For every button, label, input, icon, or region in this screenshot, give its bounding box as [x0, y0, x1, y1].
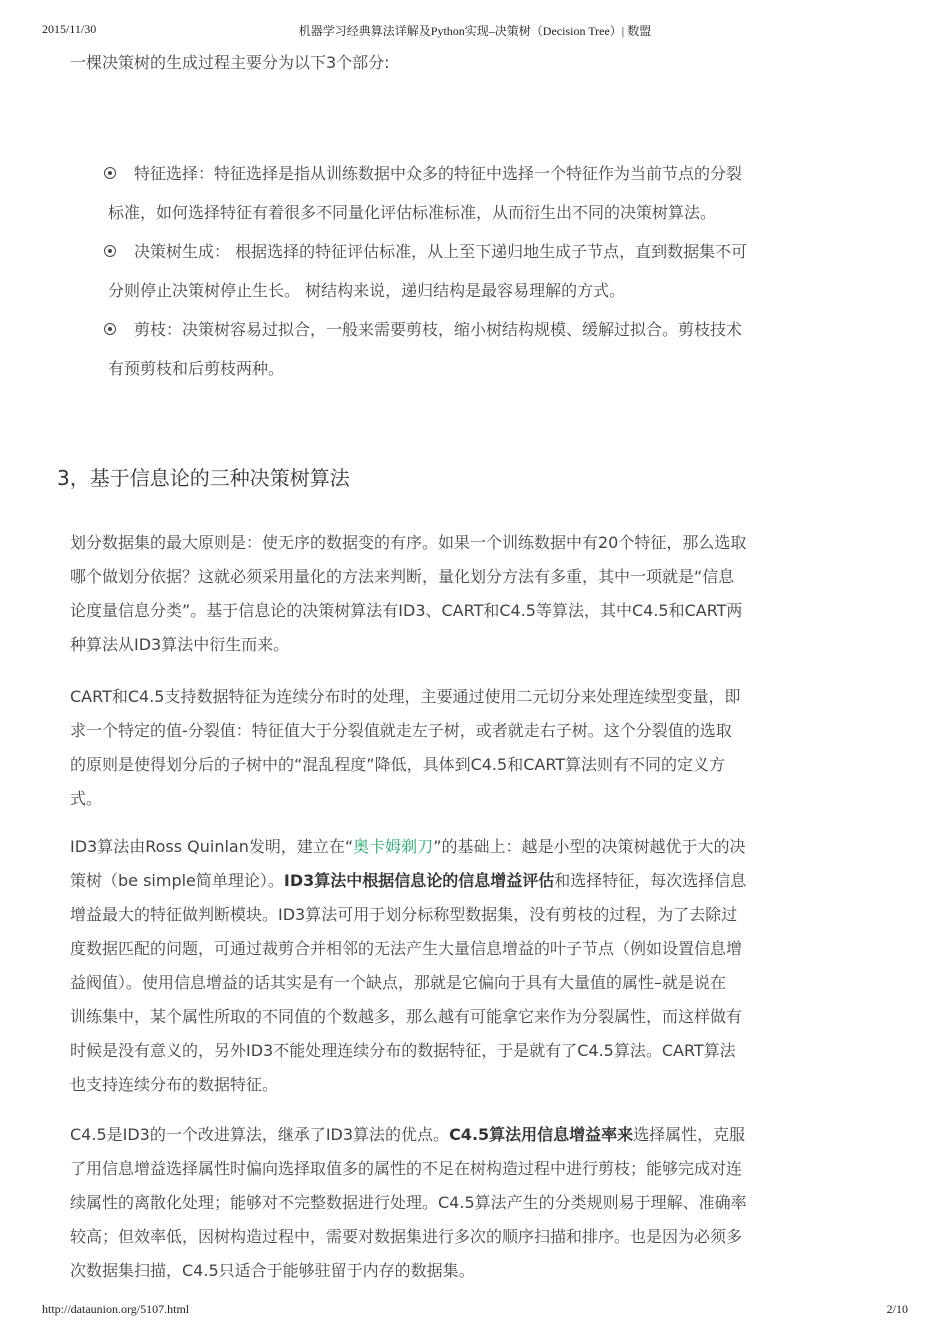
text-line: 的原则是使得划分后的子树中的“混乱程度”降低，具体到C4.5和CART算法则有不同的定义方	[70, 755, 726, 774]
bullet-line: 决策树生成： 根据选择的特征评估标准，从上至下递归地生成子节点，直到数据集不可	[134, 242, 748, 261]
intro-text: 一棵决策树的生成过程主要分为以下3个部分:	[70, 53, 390, 72]
circle-bullet-icon	[104, 245, 116, 257]
text-line: 度数据匹配的问题，可通过裁剪合并相邻的无法产生大量信息增益的叶子节点（例如设置信息增	[70, 939, 743, 958]
bold-text: C4.5算法用信息增益率来	[449, 1125, 634, 1144]
paragraph-1	[70, 526, 880, 662]
text-fragment: 策树（be simple简单理论）。	[70, 871, 284, 890]
bullet-line: 标准，如何选择特征有着很多不同量化评估标准标准，从而衍生出不同的决策树算法。	[108, 203, 717, 222]
text-line: 论度量信息分类”。基于信息论的决策树算法有ID3、CART和C4.5等算法，其中C4.5和CART两	[70, 601, 743, 620]
bullet-list	[108, 154, 878, 388]
text-line: 益阀值）。使用信息增益的话其实是有一个缺点，那就是它偏向于具有大量值的属性–就是说在	[70, 973, 727, 992]
bullet-line: 特征选择：特征选择是指从训练数据中众多的特征中选择一个特征作为当前节点的分裂	[134, 164, 743, 183]
bold-text: ID3算法中根据信息论的信息增益评估	[283, 871, 555, 890]
list-item	[108, 154, 878, 232]
bullet-line: 剪枝：决策树容易过拟合，一般来需要剪枝，缩小树结构规模、缓解过拟合。剪枝技术	[134, 320, 743, 339]
text-fragment: ”的基础上：越是小型的决策树越优于大的决	[433, 837, 746, 856]
text-line: CART和C4.5支持数据特征为连续分布时的处理，主要通过使用二元切分来处理连续型变量，即	[70, 687, 741, 706]
text-line: 也支持连续分布的数据特征。	[70, 1075, 279, 1094]
list-item	[108, 232, 878, 310]
text-line: 续属性的离散化处理；能够对不完整数据进行处理。C4.5算法产生的分类规则易于理解、准确率	[70, 1193, 747, 1212]
text-line: 了用信息增益选择属性时偏向选择取值多的属性的不足在树构造过程中进行剪枝；能够完成对连	[70, 1159, 743, 1178]
print-date: 2015/11/30	[42, 22, 97, 36]
section-heading: 3，基于信息论的三种决策树算法	[57, 466, 350, 490]
text-line: 划分数据集的最大原则是：使无序的数据变的有序。如果一个训练数据中有20个特征，那么选取	[70, 533, 747, 552]
page-number: 2/10	[886, 1302, 908, 1316]
circle-bullet-icon	[104, 323, 116, 335]
text-line: 时候是没有意义的，另外ID3不能处理连续分布的数据特征，于是就有了C4.5算法。CART算法	[70, 1041, 736, 1060]
text-line: 较高；但效率低，因树构造过程中，需要对数据集进行多次的顺序扫描和排序。也是因为必须多	[70, 1227, 743, 1246]
footer-url: http://dataunion.org/5107.html	[42, 1302, 190, 1316]
text-line: 训练集中，某个属性所取的不同值的个数越多，那么越有可能拿它来作为分裂属性，而这样做有	[70, 1007, 743, 1026]
circle-bullet-icon	[104, 167, 116, 179]
paragraph-4	[70, 1118, 880, 1288]
occams-razor-link[interactable]: 奥卡姆剃刀	[353, 837, 434, 856]
text-line: 式。	[70, 789, 103, 808]
text-fragment: 和选择特征，每次选择信息	[554, 871, 747, 890]
text-line: 增益最大的特征做判断模块。ID3算法可用于划分标称型数据集，没有剪枝的过程，为了去除过	[70, 905, 738, 924]
print-page-title: 机器学习经典算法详解及Python实现–决策树（Decision Tree）| 数盟	[298, 24, 652, 38]
bullet-line: 有预剪枝和后剪枝两种。	[108, 359, 285, 378]
list-item	[108, 310, 878, 388]
text-fragment: ID3算法由Ross Quinlan发明，建立在“	[70, 837, 354, 856]
text-fragment: C4.5是ID3的一个改进算法，继承了ID3算法的优点。	[70, 1125, 450, 1144]
text-line: 次数据集扫描，C4.5只适合于能够驻留于内存的数据集。	[70, 1261, 475, 1280]
text-fragment: 选择属性，克服	[633, 1125, 746, 1144]
bullet-line: 分则停止决策树停止生长。 树结构来说，递归结构是最容易理解的方式。	[108, 281, 626, 300]
paragraph-2	[70, 680, 880, 816]
text-line: 种算法从ID3算法中衍生而来。	[70, 635, 290, 654]
text-line: 哪个做划分依据？这就必须采用量化的方法来判断，量化划分方法有多重，其中一项就是“信息	[70, 567, 735, 586]
paragraph-3	[70, 830, 880, 1102]
text-line: 求一个特定的值-分裂值：特征值大于分裂值就走左子树，或者就走右子树。这个分裂值的选取	[70, 721, 732, 740]
